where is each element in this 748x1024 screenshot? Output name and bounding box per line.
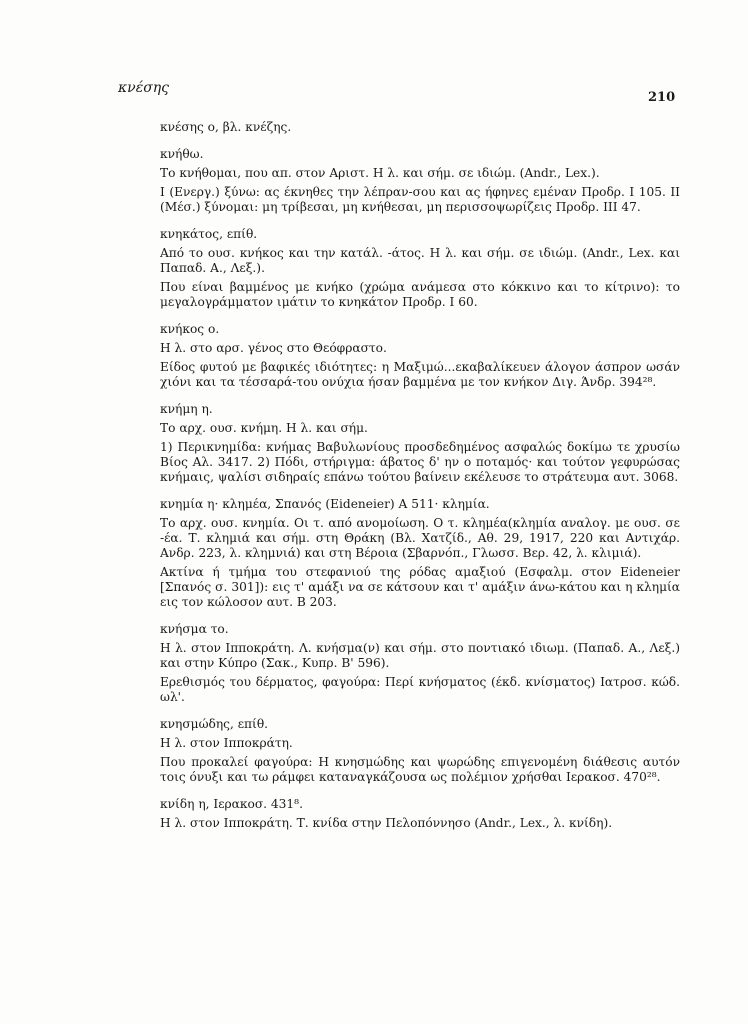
page-number: 210: [648, 90, 676, 105]
headword: κνησμώδης,: [160, 717, 234, 731]
entry-paragraph: Το αρχ. ουσ. κνημία. Οι τ. από ανομοίωση. Ο τ. κλημέα(κλημία αναλογ. με ουσ. σε -έα. Τ. κλημιά και σήμ. στη Θράκη (Βλ. Χατζίδ., Αθ. 29, 1917, 220 και Αντιχάρ. Ανδρ. 223, λ. κλημνιά) και στη Βέροια (Σβαρνόπ., Γλωσσ. Βερ. 42, λ. κλιμιά).: [160, 516, 680, 560]
grammar: επίθ.: [226, 227, 258, 241]
dictionary-body: [160, 120, 680, 843]
headword: κνέσης: [160, 120, 204, 134]
entry-paragraph: Που προκαλεί φαγούρα: Η κνησμώδης και ψωρώδης επιγενομένη διάθεσις αυτόν τοις όνυξι και τω ράμφει καταναγκάζουσα ως πολέμιον χρήσθαι Ιερακοσ. 470²⁸.: [160, 755, 680, 784]
entry-paragraph: Από το ουσ. κνήκος και την κατάλ. -άτος. Η λ. και σήμ. σε ιδιώμ. (Andr., Lex. και Παπαδ. Α., Λεξ.).: [160, 246, 680, 275]
entry-paragraph: Η λ. στον Ιπποκράτη. Τ. κνίδα στην Πελοπόννησο (Andr., Lex., λ. κνίδη).: [160, 816, 613, 830]
grammar: η, Ιερακοσ. 431⁸.: [198, 797, 303, 811]
entry-paragraph: Ακτίνα ή τμήμα του στεφανιού της ρόδας αμαξιού (Εσφαλμ. στον Eideneier [Σπανός σ. 301]): εις τ' αμάξι να σε κάτσουν και τ' αμάξιν άνω-κάτου και η κλημία εις τον κώλοσον αυτ. Β 203.: [160, 565, 680, 609]
headword: κνήθω.: [160, 147, 204, 161]
entry-paragraph: Το κνήθομαι, που απ. στον Αριστ. Η λ. και σήμ. σε ιδιώμ. (Andr., Lex.).: [160, 166, 600, 180]
entry-paragraph: Το αρχ. ουσ. κνήμη. Η λ. και σήμ.: [160, 421, 368, 435]
grammar: ο.: [207, 322, 220, 336]
grammar: επίθ.: [237, 717, 269, 731]
headword: κνημία: [160, 497, 204, 511]
entry: [160, 402, 680, 485]
headword: κνήσμα: [160, 622, 207, 636]
entry-paragraph: 1) Περικνημίδα: κνήμας Βαβυλωνίους προσδεδημένος ασφαλώς δοκίμω τε χρυσίω Βίος Αλ. 3417. 2) Πόδι, στήριγμα: άβατος δ' ην ο ποταμός· και τούτον γεφυρώσας κνήμαις, ψαλίσι σιδηραίς επάνω τούτου βαίνειν εκέλευσε το στράτευμα αυτ. 3068.: [160, 440, 680, 484]
grammar: η· κλημέα, Σπανός (Eideneier) Α 511· κλημία.: [207, 497, 490, 511]
headword: κνήμη: [160, 402, 198, 416]
grammar: η.: [201, 402, 213, 416]
headword: κνηκάτος,: [160, 227, 223, 241]
entry: [160, 227, 680, 310]
entry: [160, 120, 680, 135]
entry-paragraph: Είδος φυτού με βαφικές ιδιότητες: η Μαξιμώ...εκαβαλίκευεν άλογον άσπρον ωσάν χιόνι και τα τέσσαρά-του ονύχια ήσαν βαμμένα με τον κνήκον Διγ. Άνδρ. 394²⁸.: [160, 360, 680, 389]
headword: κνήκος: [160, 322, 205, 336]
entry: [160, 147, 680, 215]
entry-paragraph: Η λ. στο αρσ. γένος στο Θεόφραστο.: [160, 341, 387, 355]
entry: [160, 717, 680, 785]
entry-paragraph: Που είναι βαμμένος με κνήκο (χρώμα ανάμεσα στο κόκκινο και το κίτρινο): το μεγαλογράμματον ιμάτιν το κνηκάτον Προδρ. I 60.: [160, 280, 680, 309]
entry: [160, 497, 680, 610]
headword: κνίδη: [160, 797, 195, 811]
entry-paragraph: Η λ. στον Ιπποκράτη.: [160, 736, 293, 750]
grammar: ο, βλ. κνέζης.: [207, 120, 292, 134]
entry-paragraph: Ερεθισμός του δέρματος, φαγούρα: Περί κνήσματος (έκδ. κνίσματος) Ιατροσ. κώδ. ωλ'.: [160, 675, 680, 704]
grammar: το.: [210, 622, 229, 636]
entry: [160, 322, 680, 390]
entry: [160, 622, 680, 705]
entry: [160, 797, 680, 831]
entry-paragraph: Η λ. στον Ιπποκράτη. Λ. κνήσμα(ν) και σήμ. στο ποντιακό ιδιωμ. (Παπαδ. Α., Λεξ.) και στην Κύπρο (Σακ., Κυπρ. Β' 596).: [160, 641, 680, 670]
entry-paragraph: I (Ενεργ.) ξύνω: ας έκνηθες την λέπραν-σου και ας ήφηνες εμέναν Προδρ. I 105. II (Μέσ.) ξύνομαι: μη τρίβεσαι, μη κνήθεσαι, μη περισσοψωρίζεις Προδρ. III 47.: [160, 185, 680, 214]
running-head: κνέσης: [118, 80, 169, 96]
